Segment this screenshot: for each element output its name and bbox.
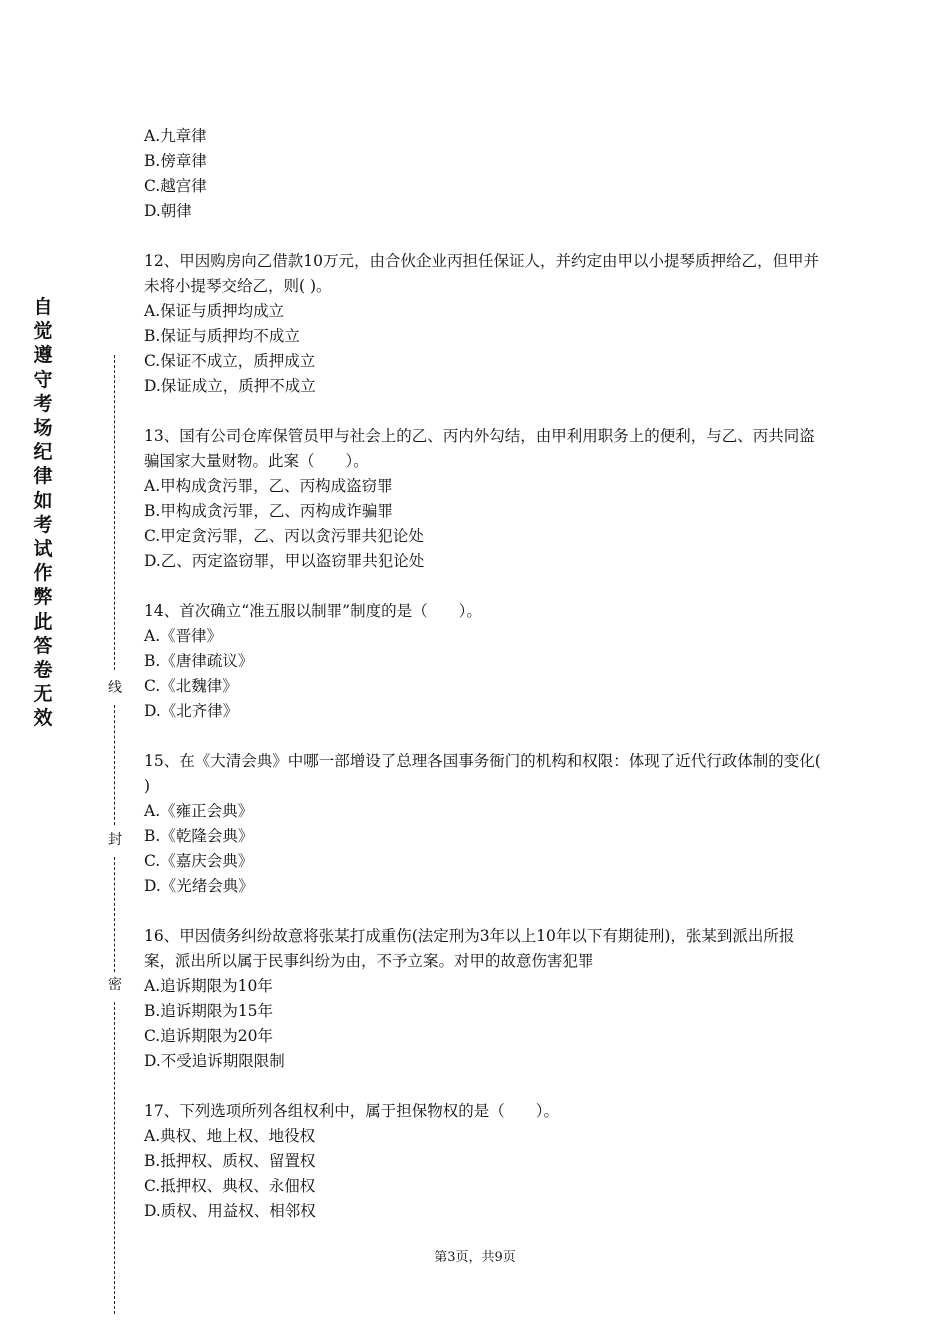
option: C.《北魏律》 [144, 677, 238, 695]
option: B.傍章律 [144, 152, 207, 170]
option: B.《唐律疏议》 [144, 652, 254, 670]
binding-dashed-line [114, 857, 115, 972]
question-14 [144, 599, 824, 724]
side-title-char: 律 [33, 465, 53, 488]
question-stem: 12、甲因购房向乙借款10万元，由合伙企业丙担任保证人，并约定由甲以小提琴质押给乙，但甲并未将小提琴交给乙，则( )。 [144, 252, 819, 295]
option: A.保证与质押均成立 [144, 302, 285, 320]
side-title-char: 场 [33, 417, 53, 440]
option: A.甲构成贪污罪，乙、丙构成盗窃罪 [144, 477, 393, 495]
option: C.甲定贪污罪，乙、丙以贪污罪共犯论处 [144, 527, 424, 545]
side-title-char: 考 [33, 392, 53, 415]
question-stem: 14、首次确立“准五服以制罪”制度的是（ ）。 [144, 602, 482, 620]
side-title-char: 效 [33, 707, 53, 730]
option: B.抵押权、质权、留置权 [144, 1152, 316, 1170]
side-title-char: 作 [33, 562, 53, 585]
side-title-char: 遵 [33, 344, 53, 367]
option: D.《北齐律》 [144, 702, 239, 720]
option: D.不受追诉期限限制 [144, 1052, 285, 1070]
exam-rule-vertical-title [30, 295, 56, 731]
question-stem: 16、甲因债务纠纷故意将张某打成重伤(法定刑为3年以上10年以下有期徒刑)，张某到派出所报案，派出所以属于民事纠纷为由，不予立案。对甲的故意伤害犯罪 [144, 927, 795, 970]
question-stem: 13、国有公司仓库保管员甲与社会上的乙、丙内外勾结，由甲利用职务上的便利，与乙、丙共同盗骗国家大量财物。此案（ ）。 [144, 427, 815, 470]
option: D.乙、丙定盗窃罪，甲以盗窃罪共犯论处 [144, 552, 425, 570]
binding-label-mi: 密 [108, 977, 122, 993]
option: C.《嘉庆会典》 [144, 852, 254, 870]
option: A.典权、地上权、地役权 [144, 1127, 316, 1145]
side-title-char: 无 [33, 683, 53, 706]
side-title-char: 觉 [33, 320, 53, 343]
side-title-char: 纪 [33, 441, 53, 464]
question-stem: 15、在《大清会典》中哪一部增设了总理各国事务衙门的机构和权限：体现了近代行政体制的变化( ) [144, 752, 821, 795]
option: A.《雍正会典》 [144, 802, 254, 820]
binding-label-xian: 线 [108, 680, 122, 696]
binding-dashed-line [114, 355, 115, 670]
question-12 [144, 249, 824, 399]
question-11-options [144, 124, 824, 224]
option: B.甲构成贪污罪，乙、丙构成诈骗罪 [144, 502, 393, 520]
side-title-char: 卷 [33, 659, 53, 682]
option: D.朝律 [144, 202, 192, 220]
binding-dashed-line [114, 1002, 115, 1314]
option: C.抵押权、典权、永佃权 [144, 1177, 316, 1195]
binding-label-feng: 封 [108, 832, 122, 848]
option: A.追诉期限为10年 [144, 977, 273, 995]
side-title-char: 守 [33, 368, 53, 391]
option: B.《乾隆会典》 [144, 827, 254, 845]
binding-dashed-line [114, 705, 115, 825]
question-13 [144, 424, 824, 574]
option: A.《晋律》 [144, 627, 223, 645]
option: A.九章律 [144, 127, 207, 145]
question-16 [144, 924, 824, 1074]
side-title-char: 试 [33, 538, 53, 561]
question-list [144, 124, 824, 1249]
side-title-char: 答 [33, 634, 53, 657]
option: D.质权、用益权、相邻权 [144, 1202, 316, 1220]
option: B.追诉期限为15年 [144, 1002, 274, 1020]
side-title-char: 考 [33, 513, 53, 536]
question-17 [144, 1099, 824, 1224]
option: C.保证不成立，质押成立 [144, 352, 316, 370]
side-title-char: 自 [33, 296, 53, 318]
side-title-char: 此 [33, 610, 53, 633]
question-stem: 17、下列选项所列各组权利中，属于担保物权的是（ ）。 [144, 1102, 559, 1120]
side-title-char: 弊 [33, 586, 53, 609]
option: D.《光绪会典》 [144, 877, 254, 895]
page-number-footer: 第3页，共9页 [434, 1250, 516, 1265]
option: D.保证成立，质押不成立 [144, 377, 316, 395]
option: C.追诉期限为20年 [144, 1027, 273, 1045]
option: B.保证与质押均不成立 [144, 327, 300, 345]
question-15 [144, 749, 824, 899]
side-title-char: 如 [33, 489, 53, 512]
option: C.越宫律 [144, 177, 207, 195]
